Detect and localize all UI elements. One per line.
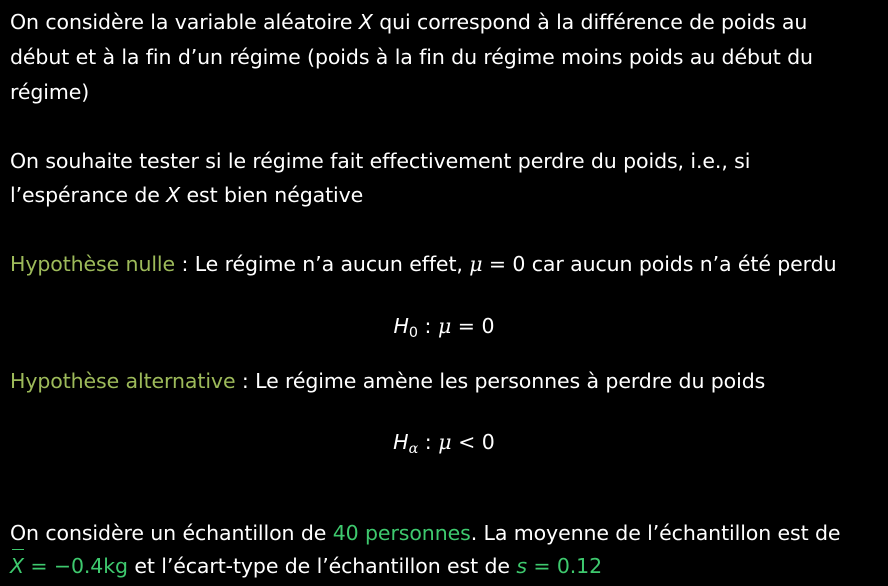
mu-symbol: μ [438, 430, 452, 454]
formula-colon: : [418, 430, 439, 454]
sample-mean [10, 554, 128, 578]
null-hypothesis-text: Le régime n’a aucun effet, [194, 252, 470, 276]
alternative-hypothesis-formula [0, 425, 888, 462]
sample-text: . La moyenne de l’échantillon est de [470, 521, 841, 545]
alternative-hypothesis-text: Le régime amène les personnes à perdre du poids [255, 369, 766, 393]
sample-size: 40 personnes [332, 521, 471, 545]
mu-symbol: μ [469, 252, 483, 276]
formula-subscript: 0 [408, 325, 418, 342]
intro-line-1 [10, 5, 807, 39]
sample-text: On considère un échantillon de [10, 521, 333, 545]
formula-h: H [393, 430, 409, 454]
mu-symbol: μ [437, 314, 452, 338]
goal-text: l’espérance de [10, 183, 167, 207]
xbar-symbol: X [10, 549, 24, 583]
null-hypothesis-label: Hypothèse nulle [10, 252, 176, 276]
null-hypothesis-formula [0, 309, 888, 346]
formula-relation: < 0 [451, 430, 495, 454]
separator: : [175, 252, 195, 276]
alternative-hypothesis-label: Hypothèse alternative [10, 369, 236, 393]
sample-std-value: = 0.12 [526, 554, 603, 578]
formula-h: H [393, 314, 409, 338]
formula-colon: : [418, 314, 438, 338]
intro-text: On considère la variable aléatoire [10, 10, 359, 34]
goal-text: est bien négative [180, 183, 364, 207]
null-hypothesis-text: car aucun poids n’a été perdu [525, 252, 837, 276]
intro-line-2: début et à la fin d’un régime (poids à la fin du régime moins poids au début du [10, 45, 813, 69]
null-hypothesis-equality: = 0 [482, 252, 526, 276]
sample-mean-value: = −0.4kg [23, 554, 128, 578]
variable-x: X [358, 10, 373, 34]
separator: : [235, 369, 256, 393]
sample-line-1 [10, 516, 840, 550]
alternative-hypothesis-line [10, 364, 765, 398]
sample-std [516, 554, 602, 578]
goal-line-1: On souhaite tester si le régime fait effectivement perdre du poids, i.e., si [10, 149, 751, 173]
sample-line-2 [10, 549, 602, 583]
s-symbol: s [516, 554, 527, 578]
variable-x: X [166, 183, 181, 207]
formula-subscript: α [408, 441, 419, 458]
intro-text: qui correspond à la différence de poids au [372, 10, 808, 34]
sample-text: et l’écart-type de l’échantillon est de [127, 554, 517, 578]
formula-relation: = 0 [451, 314, 495, 338]
intro-line-3: régime) [10, 80, 90, 104]
goal-line-2 [10, 178, 363, 212]
null-hypothesis-line [10, 247, 836, 281]
